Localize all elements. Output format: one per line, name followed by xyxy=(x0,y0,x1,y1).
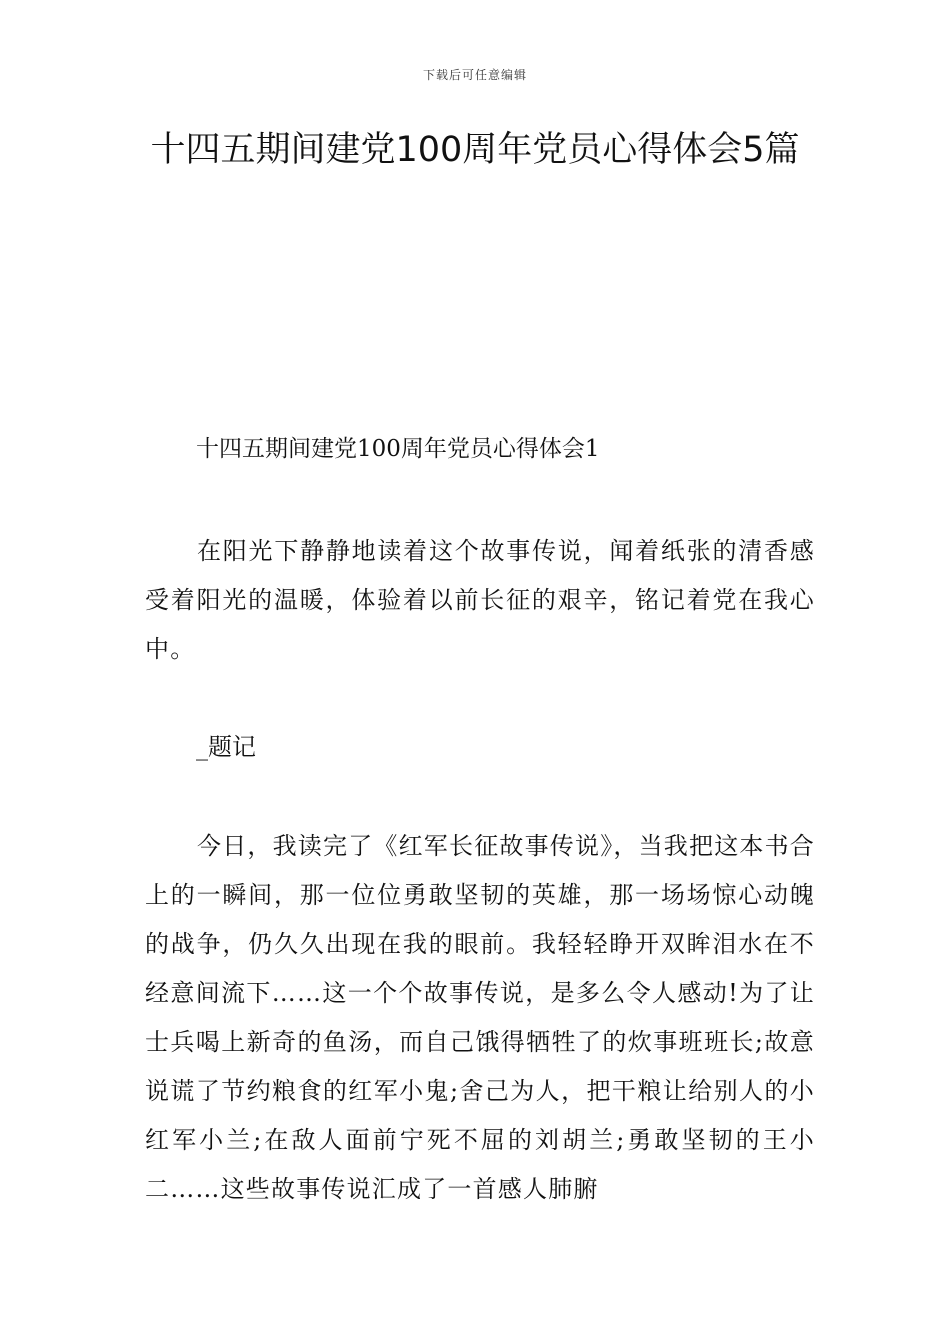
paragraph-intro: 在阳光下静静地读着这个故事传说，闻着纸张的清香感受着阳光的温暖，体验着以前长征的艰辛，铭记着党在我心中。 xyxy=(145,537,815,663)
section-heading: 十四五期间建党100周年党员心得体会1 xyxy=(196,436,600,462)
header-note: 下载后可任意编辑 xyxy=(422,68,527,82)
paragraph-epigraph-note: _题记 xyxy=(196,733,256,761)
document-title: 十四五期间建党100周年党员心得体会5篇 xyxy=(150,130,800,170)
paragraph-main: 今日，我读完了《红军长征故事传说》，当我把这本书合上的一瞬间，那一位位勇敢坚韧的英雄，那一场场惊心动魄的战争，仍久久出现在我的眼前。我轻轻睁开双眸泪水在不经意间流下……这一个个故事传说，是多么令人感动!为了让士兵喝上新奇的鱼汤，而自己饿得牺牲了的炊事班班长;故意说谎了节约粮食的红军小鬼;舍己为人，把干粮让给别人的小红军小兰;在敌人面前宁死不屈的刘胡兰;勇敢坚韧的王小二……这些故事传说汇成了一首感人肺腑 xyxy=(145,832,815,1203)
